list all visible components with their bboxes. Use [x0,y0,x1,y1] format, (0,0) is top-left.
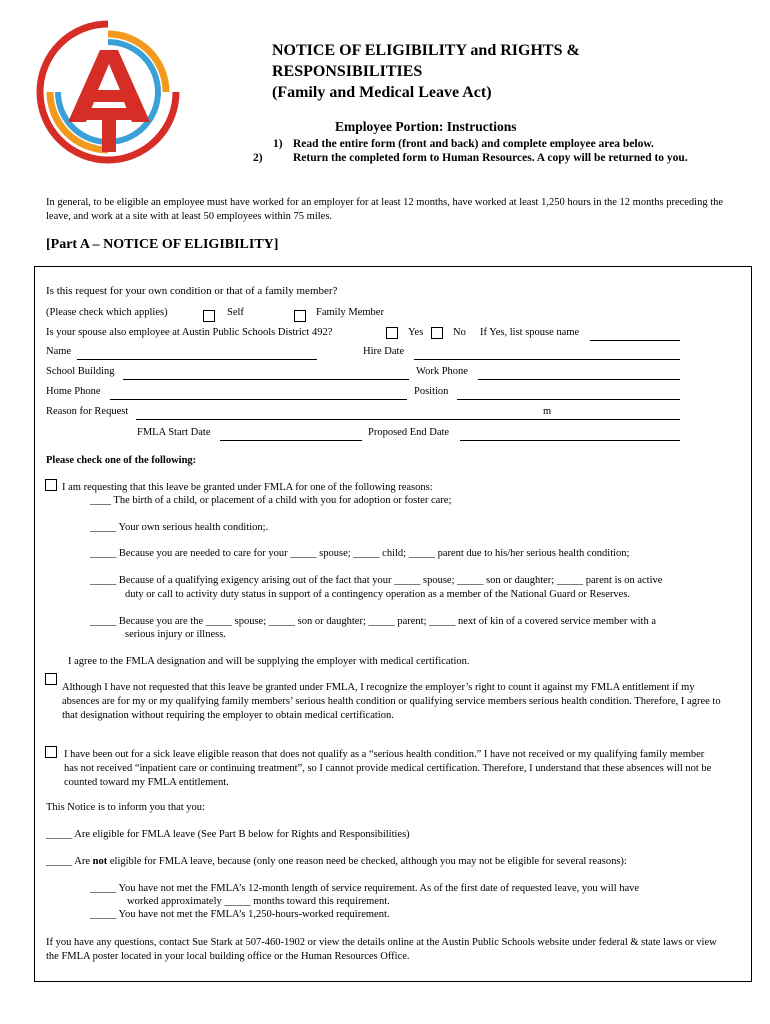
not-eligible-prefix: _____ Are [46,856,93,867]
school-building-label: School Building [46,366,115,377]
self-checkbox[interactable] [203,310,215,322]
reason-label: Reason for Request [46,406,129,417]
spouse-no-checkbox[interactable] [431,327,443,339]
notice-intro: This Notice is to inform you that you: [46,802,205,813]
fmla-start-label: FMLA Start Date [137,427,211,438]
title-line-3: (Family and Medical Leave Act) [272,84,492,101]
work-phone-label: Work Phone [416,366,468,377]
instruction-2-number: 2) [253,152,263,164]
not-eligible-option [46,856,627,867]
not-eligible-bold: not [92,856,108,867]
reason-service-line-2: serious injury or illness. [125,629,226,640]
condition-question: Is this request for your own condition or that of a family member? [46,285,338,297]
agree-statement: I agree to the FMLA designation and will be supplying the employer with medical certification. [68,656,470,667]
subtitle: Employee Portion: Instructions [335,119,517,134]
spouse-name-label: If Yes, list spouse name [480,327,580,338]
not-eligible-suffix: eligible for FMLA leave, because (only one reason need be checked, although you may not be eligible for several reasons): [107,856,627,867]
reason-field[interactable] [136,419,680,420]
proposed-end-field[interactable] [460,440,680,441]
instruction-2 [253,151,713,165]
check-which-label: (Please check which applies) [46,307,168,318]
eligible-option: _____ Are eligible for FMLA leave (See Part B below for Rights and Responsibilities) [46,829,410,840]
reason-own-condition: _____ Your own serious health condition;. [90,522,269,533]
reason-exigency-line-2: duty or call to activity duty status in support of a contingency operation as a member of the National Guard or Reserves. [125,589,631,600]
fmla-start-field[interactable] [220,440,362,441]
reason-m-mark: m [543,406,552,417]
option-1-text: I am requesting that this leave be granted under FMLA for one of the following reasons: [62,482,433,493]
spouse-yes-checkbox[interactable] [386,327,398,339]
eligibility-intro: In general, to be eligible an employee must have worked for an employer for at least 12 months, have worked at least 1,250 hours in the 12 months preceding the leave, and work at a site with at least 50 employees within 75 miles. [46,197,724,222]
form-title [272,40,712,103]
option-3-checkbox[interactable] [45,746,57,758]
instruction-1-text: Read the entire form (front and back) and complete employee area below. [293,138,654,150]
hire-date-field[interactable] [414,359,680,360]
reason-service-line-1: _____ Because you are the _____ spouse; _____ son or daughter; _____ parent; _____ next of kin of a covered service member with a [90,616,656,627]
not-met-12-month-line-1: _____ You have not met the FMLA’s 12-month length of service requirement. As of the first date of requested leave, you will have [90,883,640,894]
work-phone-field[interactable] [478,379,680,380]
district-logo [28,12,188,172]
school-building-field[interactable] [123,379,409,380]
option-3-text: I have been out for a sick leave eligible reason that does not qualify as a “serious health condition.” I have not received or my qualifying family member has not received “inpatient care or continuing treatment”, so I cannot provide medical certification. Therefore, I understand that these absences will not be counted toward my FMLA entitlement. [64,749,712,788]
option-1-checkbox[interactable] [45,479,57,491]
position-label: Position [414,386,449,397]
reason-exigency-line-1: _____ Because of a qualifying exigency arising out of the fact that your _____ spouse; _____ son or daughter; _____ parent is on active [90,575,663,586]
not-met-1250-hours: _____ You have not met the FMLA’s 1,250-hours-worked requirement. [90,909,390,920]
title-line-1: NOTICE OF ELIGIBILITY and RIGHTS & [272,42,580,59]
check-one-heading: Please check one of the following: [46,455,197,466]
not-met-12-month-line-2: worked approximately _____ months toward this requirement. [127,896,390,907]
instruction-1-number: 1) [273,138,283,150]
option-2-text: Although I have not requested that this leave be granted under FMLA, I recognize the employer’s right to count it against my FMLA entitlement if my absences are for my or my qualifying family members’ serious health condition or qualifying service members serious health condition. Therefore, I agree to that designation without requiring the employer to obtain medical certification. [62,682,721,721]
home-phone-field[interactable] [110,399,407,400]
name-label: Name [46,346,72,357]
self-label: Self [227,307,244,318]
spouse-name-field[interactable] [590,340,680,341]
position-field[interactable] [457,399,680,400]
home-phone-label: Home Phone [46,386,101,397]
part-a-heading: [Part A – NOTICE OF ELIGIBILITY] [46,237,279,252]
reason-care: _____ Because you are needed to care for your _____ spouse; _____ child; _____ parent due to his/her serious health condition; [90,548,630,559]
reason-birth: ____ The birth of a child, or placement of a child with you for adoption or foster care; [90,495,452,506]
contact-info: If you have any questions, contact Sue Stark at 507-460-1902 or view the details online at the Austin Public Schools website under federal & state laws or view the FMLA poster located in your local building office or the Human Resources Office. [46,937,717,962]
no-label: No [453,327,466,338]
yes-label: Yes [408,327,424,338]
family-member-label: Family Member [316,307,384,318]
instruction-1 [273,137,713,151]
name-field[interactable] [77,359,317,360]
hire-date-label: Hire Date [363,346,405,357]
title-line-2: RESPONSIBILITIES [272,63,423,80]
spouse-question: Is your spouse also employee at Austin Public Schools District 492? [46,327,333,338]
option-2-checkbox[interactable] [45,673,57,685]
instruction-2-text: Return the completed form to Human Resources. A copy will be returned to you. [293,152,688,164]
family-member-checkbox[interactable] [294,310,306,322]
proposed-end-label: Proposed End Date [368,427,450,438]
